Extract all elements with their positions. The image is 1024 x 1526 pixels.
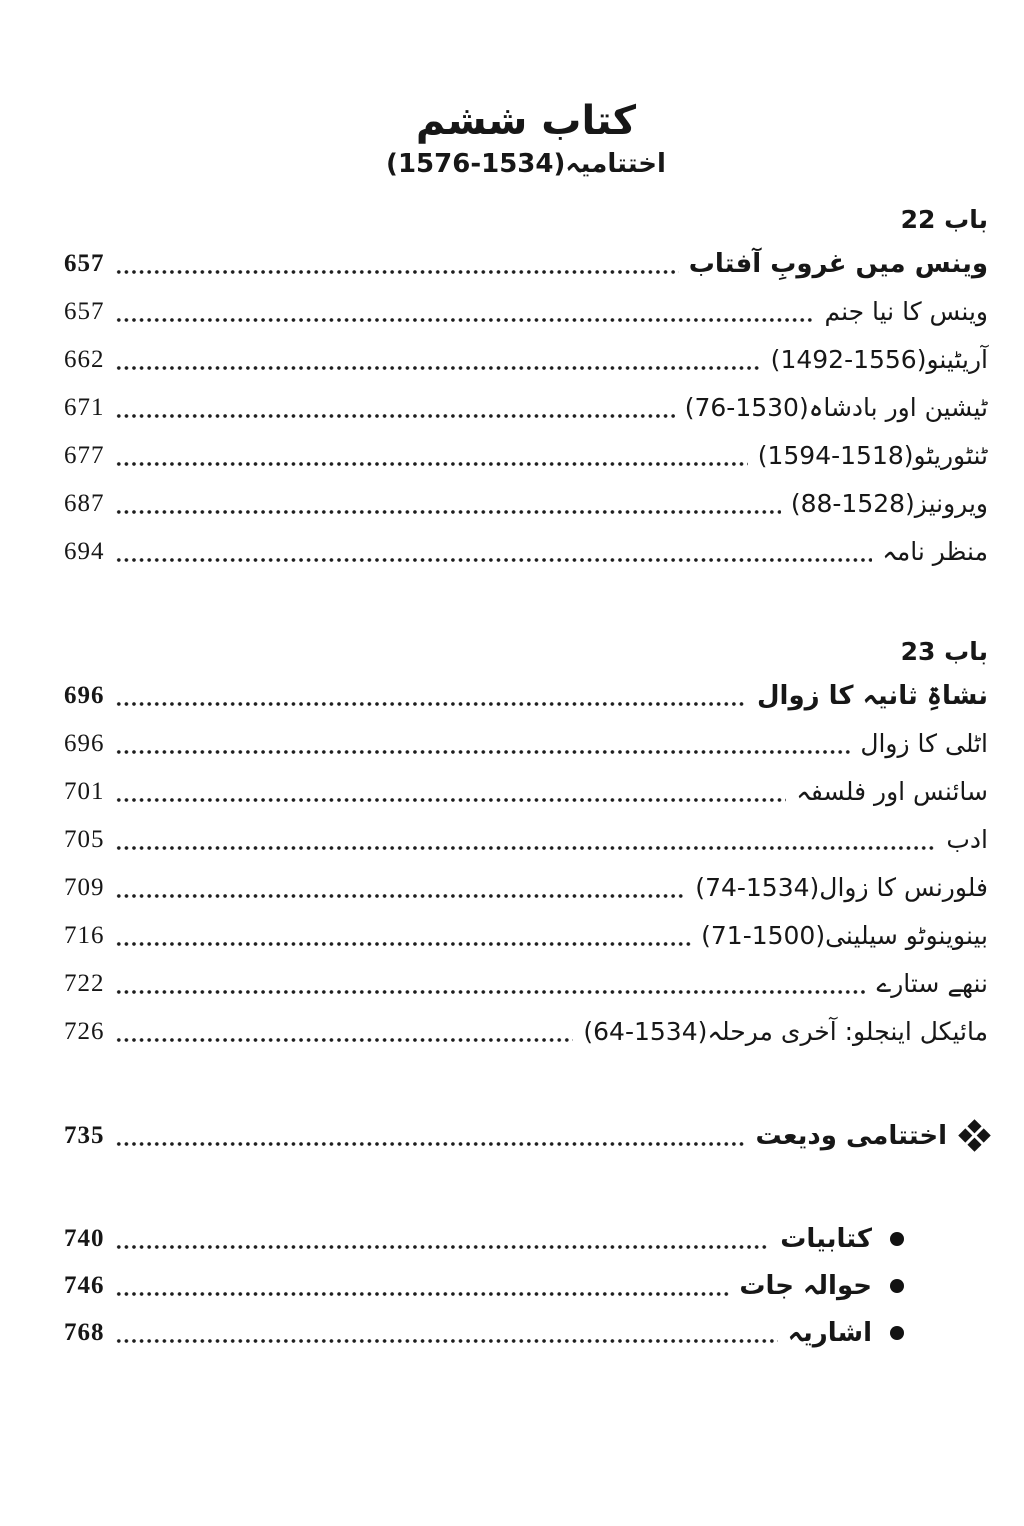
entry-title: وینس میں غروبِ آفتاب <box>688 248 988 279</box>
entry-title: اشاریہ <box>787 1318 872 1349</box>
entry-title: مائیکل اینجلو: آخری مرحلہ(1534-64) <box>583 1017 988 1047</box>
entry-title: نشاۃِ ثانیہ کا زوال <box>757 680 988 711</box>
entry-page-number: 768 <box>64 1319 105 1347</box>
book-title: کتاب ششم <box>415 98 637 144</box>
dotted-leader <box>115 1008 574 1056</box>
entry-title: حوالہ جات <box>739 1271 872 1302</box>
entry-page-number: 746 <box>64 1272 105 1300</box>
dotted-leader <box>115 672 748 720</box>
entry-title: بینوینوٹو سیلینی(1500-71) <box>701 921 988 951</box>
toc-entry <box>64 480 988 528</box>
entry-title: اٹلی کا زوال <box>860 729 988 759</box>
dotted-leader <box>115 720 851 768</box>
entry-title: وینس کا نیا جنم <box>824 297 988 327</box>
dotted-leader <box>115 1309 778 1357</box>
toc-entry <box>64 1112 988 1160</box>
entry-page-number: 677 <box>64 441 105 469</box>
entry-title: آریٹینو(1556-1492) <box>770 345 988 375</box>
entry-title: کتابیات <box>780 1224 872 1255</box>
entry-title: ویرونیز(1528-88) <box>790 489 988 519</box>
entry-page-number: 662 <box>64 345 105 373</box>
chapter-23-heading: باب 23 <box>900 636 988 666</box>
chapter-23-entries <box>64 672 988 1056</box>
toc-entry <box>64 1263 988 1310</box>
entry-page-number: 696 <box>64 681 105 709</box>
entry-page-number: 701 <box>64 777 105 805</box>
entry-title: فلورنس کا زوال(1534-74) <box>695 873 988 903</box>
toc-entry <box>64 1310 988 1357</box>
toc-entry <box>64 960 988 1008</box>
toc-entry <box>64 672 988 720</box>
end-matter-block <box>64 1216 988 1357</box>
dotted-leader <box>115 960 867 1008</box>
bullet-icon <box>890 1232 904 1246</box>
chapter-22-heading: باب 22 <box>900 204 988 234</box>
dotted-leader <box>115 288 815 336</box>
toc-entry <box>64 432 988 480</box>
toc-entry <box>64 384 988 432</box>
dotted-leader <box>115 432 748 480</box>
entry-title: ادب <box>946 825 988 855</box>
chapter-22-entries <box>64 240 988 576</box>
dotted-leader <box>115 864 686 912</box>
entry-page-number: 709 <box>64 873 105 901</box>
book-header <box>64 96 988 182</box>
entry-title: ٹیشین اور بادشاہ(1530-76) <box>684 393 988 423</box>
chapter-23-section <box>64 632 988 1056</box>
closing-entry-block <box>64 1112 988 1160</box>
toc-entry <box>64 336 988 384</box>
toc-entry <box>64 912 988 960</box>
entry-page-number: 696 <box>64 729 105 757</box>
toc-entry <box>64 528 988 576</box>
dotted-leader <box>115 816 937 864</box>
toc-entry <box>64 1216 988 1263</box>
dotted-leader <box>115 768 787 816</box>
entry-page-number: 657 <box>64 297 105 325</box>
toc-entry <box>64 720 988 768</box>
dotted-leader <box>115 240 679 288</box>
diamond-ornament-icon <box>958 1120 991 1153</box>
dotted-leader <box>115 1112 746 1160</box>
entry-page-number: 740 <box>64 1225 105 1253</box>
dotted-leader <box>115 528 873 576</box>
dotted-leader <box>115 1262 730 1310</box>
entry-title: ٹنٹوریٹو(1518-1594) <box>757 441 988 471</box>
entry-page-number: 694 <box>64 537 105 565</box>
dotted-leader <box>115 336 761 384</box>
entry-page-number: 722 <box>64 969 105 997</box>
toc-entry <box>64 816 988 864</box>
entry-page-number: 716 <box>64 921 105 949</box>
toc-entry <box>64 1008 988 1056</box>
entry-page-number: 657 <box>64 249 105 277</box>
bullet-icon <box>890 1326 904 1340</box>
chapter-22-section <box>64 200 988 576</box>
entry-page-number: 735 <box>64 1121 105 1149</box>
entry-page-number: 687 <box>64 489 105 517</box>
entry-page-number: 705 <box>64 825 105 853</box>
bullet-icon <box>890 1279 904 1293</box>
book-subtitle: اختتامیہ(1534-1576) <box>386 149 666 179</box>
entry-page-number: 671 <box>64 393 105 421</box>
toc-entry <box>64 864 988 912</box>
entry-title: اختتامی ودیعت <box>755 1120 947 1151</box>
dotted-leader <box>115 480 781 528</box>
toc-entry <box>64 240 988 288</box>
dotted-leader <box>115 912 692 960</box>
entry-title: ننھے ستارے <box>876 969 988 999</box>
entry-page-number: 726 <box>64 1017 105 1045</box>
dotted-leader <box>115 384 675 432</box>
toc-entry <box>64 288 988 336</box>
entry-title: منظر نامہ <box>882 537 988 567</box>
dotted-leader <box>115 1215 771 1263</box>
toc-entry <box>64 768 988 816</box>
entry-title: سائنس اور فلسفہ <box>796 777 988 807</box>
